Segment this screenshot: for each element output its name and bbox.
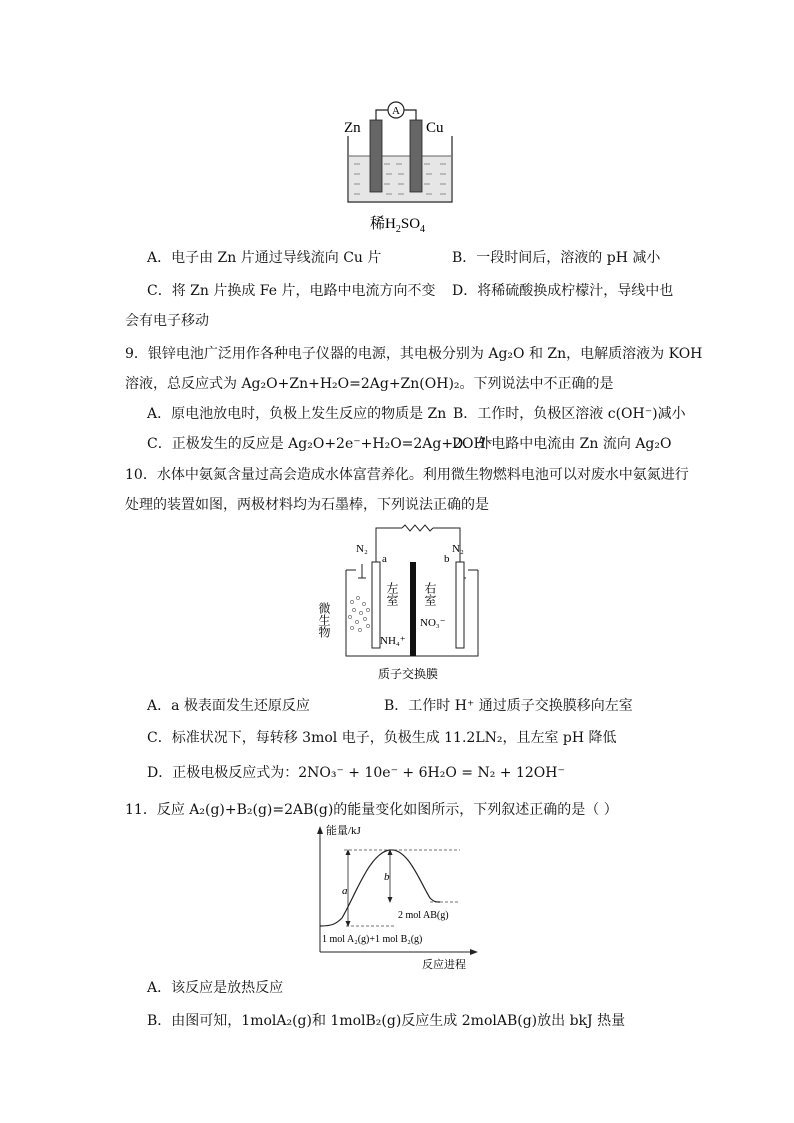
nh4-label: NH₄⁺	[380, 635, 406, 647]
electrode-b	[456, 562, 464, 648]
left-room-label: 左室	[385, 582, 399, 606]
microbe-dots	[348, 596, 369, 631]
q9-option-d: D．外电路中电流由 Zn 流向 Ag₂O	[452, 436, 672, 452]
cu-electrode	[410, 120, 422, 192]
right-room-label: 右室	[423, 582, 437, 606]
svg-text:b: b	[444, 553, 450, 565]
q10-option-c: C．标准状况下，每转移 3mol 电子，负极生成 11.2LN₂，且左室 pH 降低	[147, 730, 617, 746]
svg-text:b: b	[384, 871, 390, 883]
q8-option-d-line2: 会有电子移动	[125, 313, 209, 329]
q9-option-a: A．原电池放电时，负极上发生反应的物质是 Zn	[147, 406, 447, 422]
svg-text:N₂: N₂	[452, 543, 464, 555]
microbial-fuel-cell-figure	[314, 522, 494, 684]
zn-label: Zn	[344, 120, 361, 136]
electrode-a	[372, 562, 380, 648]
q10-option-b: B．工作时 H⁺ 通过质子交换膜移向左室	[384, 698, 633, 714]
svg-text:a: a	[382, 553, 387, 565]
q11-option-b: B．由图可知，1molA₂(g)和 1molB₂(g)反应生成 2molAB(g)放出 bkJ 热量	[147, 1013, 626, 1029]
q11-stem: 11．反应 A₂(g)+B₂(g)=2AB(g)的能量变化如图所示，下列叙述正确的是（ ）	[125, 802, 618, 818]
membrane-label: 质子交换膜	[378, 667, 439, 681]
microbe-label: 微生物	[317, 602, 331, 638]
q8-option-c: C．将 Zn 片换成 Fe 片，电路中电流方向不变	[147, 283, 436, 299]
q10-option-a: A．a 极表面发生还原反应	[147, 698, 310, 714]
zn-electrode	[370, 120, 382, 192]
galvanic-cell-figure	[340, 96, 460, 238]
resistor-icon	[402, 525, 433, 531]
q10-option-d: D．正极电极反应式为：2NO₃⁻ + 10e⁻ + 6H₂O = N₂ + 12OH⁻	[147, 765, 565, 781]
product-label: 2 mol AB(g)	[398, 910, 449, 921]
no3-label: NO₃⁻	[420, 617, 446, 629]
svg-text:a: a	[342, 885, 348, 897]
q11-option-a: A．该反应是放热反应	[147, 980, 284, 996]
svg-text:N₂: N₂	[356, 543, 368, 555]
q9-option-c: C．正极发生的反应是 Ag₂O+2e⁻+H₂O=2Ag+2OH⁻	[147, 436, 494, 452]
proton-exchange-membrane	[410, 562, 416, 656]
q9-stem-line2: 溶液，总反应式为 Ag₂O+Zn+H₂O=2Ag+Zn(OH)₂。下列说法中不正确的是	[125, 376, 614, 392]
q10-stem-line2: 处理的装置如图，两极材料均为石墨棒，下列说法正确的是	[125, 497, 489, 513]
y-axis-label: 能量/kJ	[326, 825, 361, 837]
q9-option-b: B．工作时，负极区溶液 c(OH⁻)减小	[453, 406, 686, 422]
ammeter-label: A	[392, 105, 400, 117]
q8-option-a: A．电子由 Zn 片通过导线流向 Cu 片	[147, 250, 382, 266]
q10-stem-line1: 10．水体中氨氮含量过高会造成水体富营养化。利用微生物燃料电池可以对废水中氨氮进行	[125, 467, 689, 483]
q9-stem-line1: 9．银锌电池广泛用作各种电子仪器的电源，其电极分别为 Ag₂O 和 Zn，电解质溶液为 KOH	[125, 346, 703, 362]
cu-label: Cu	[426, 120, 444, 136]
q8-option-d-line1: D．将稀硫酸换成柠檬汁，导线中也	[452, 283, 674, 299]
x-axis-label: 反应进程	[422, 959, 466, 971]
energy-diagram-figure	[306, 822, 486, 974]
electrolyte-caption: 稀$H_2SO_4$	[370, 216, 426, 235]
q8-option-b: B．一段时间后，溶液的 pH 减小	[452, 250, 661, 266]
reactant-label: 1 mol A₂(g)+1 mol B₂(g)	[322, 934, 423, 945]
